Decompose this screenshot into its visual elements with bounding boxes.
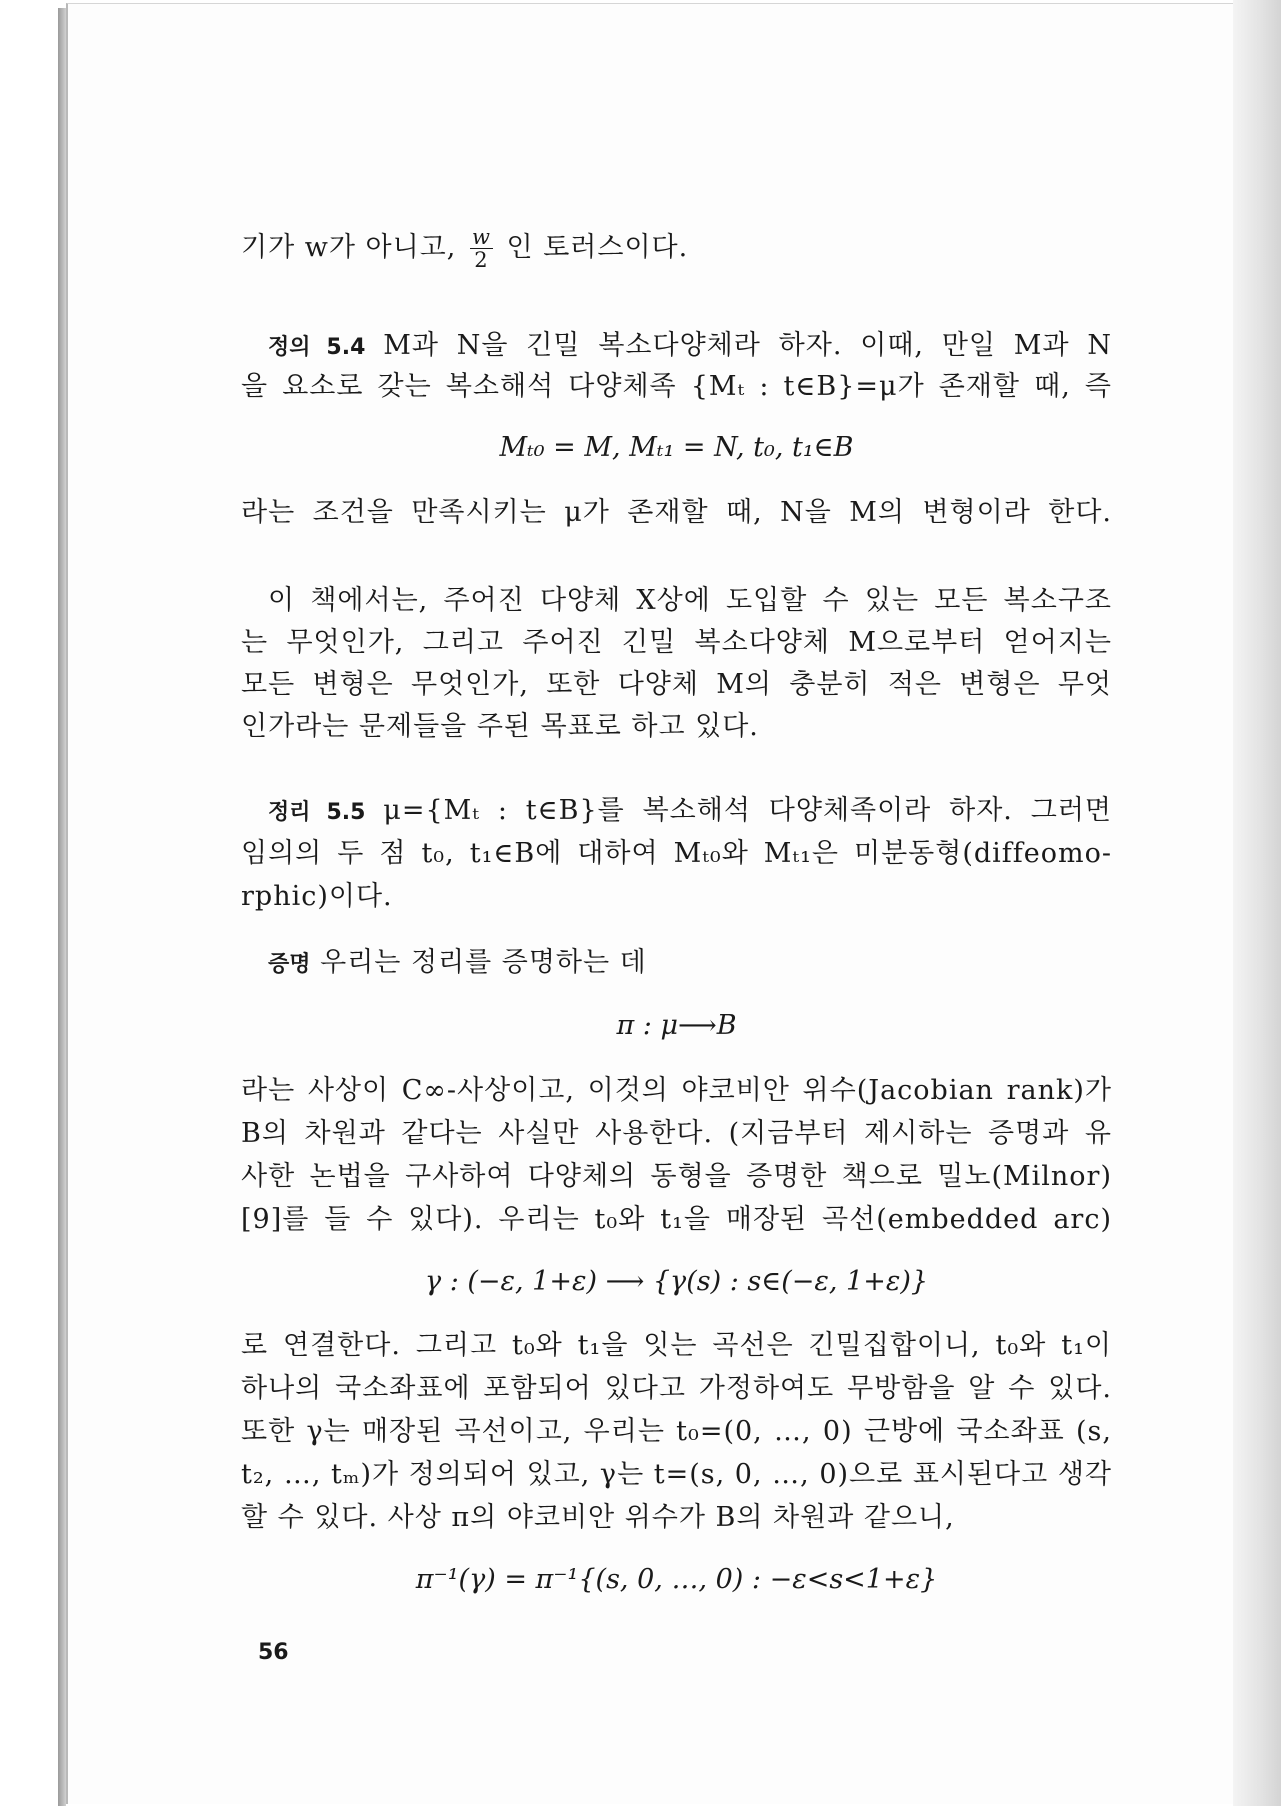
paragraph-line-1: 이 책에서는, 주어진 다양체 X상에 도입할 수 있는 모든 복소구조 — [268, 585, 1112, 616]
proof-line-9: t₂, …, tₘ)가 정의되어 있고, γ는 t=(s, 0, …, 0)으로 표시된다고 생각 — [241, 1459, 1112, 1490]
proof-equation-1: π : μ⟶B — [616, 1010, 737, 1041]
page-binding-shadow — [58, 8, 66, 1806]
proof-line-5: [9]를 들 수 있다). 우리는 t₀와 t₁을 매장된 곡선(embedded arc) — [241, 1204, 1112, 1235]
page-edge-shadow — [1233, 0, 1281, 1806]
text-line-continuation — [241, 226, 1112, 271]
definition-label: 정의 5.4 — [268, 335, 366, 360]
proof-line-10: 할 수 있다. 사상 π의 야코비안 위수가 B의 차원과 같으니, — [241, 1502, 955, 1533]
text-fragment: 기가 w가 아니고, — [241, 232, 457, 263]
paragraph-line-3: 모든 변형은 무엇인가, 또한 다양체 M의 충분히 적은 변형은 무엇 — [241, 669, 1112, 700]
paragraph-line-2: 는 무엇인가, 그리고 주어진 긴밀 복소다양체 M으로부터 얻어지는 — [241, 627, 1112, 658]
proof-line-7: 하나의 국소좌표에 포함되어 있다고 가정하여도 무방함을 알 수 있다. — [241, 1373, 1112, 1404]
page-number: 56 — [258, 1640, 289, 1665]
theorem-line-1 — [268, 791, 1112, 833]
definition-line-3: 라는 조건을 만족시키는 μ가 존재할 때, N을 M의 변형이라 한다. — [241, 497, 1112, 528]
definition-text: M과 N을 긴밀 복소다양체라 하자. 이때, 만일 M과 N — [383, 330, 1112, 361]
theorem-text: μ={Mₜ : t∈B}를 복소해석 다양체족이라 하자. 그러면 — [383, 795, 1112, 826]
definition-line-1 — [268, 326, 1112, 368]
paragraph-line-4: 인가라는 문제들을 주된 목표로 하고 있다. — [241, 711, 759, 742]
theorem-line-3: rphic)이다. — [241, 881, 393, 912]
fraction-w-over-2 — [470, 226, 493, 271]
text-fragment: 인 토러스이다. — [506, 232, 689, 263]
proof-line-8: 또한 γ는 매장된 곡선이고, 우리는 t₀=(0, …, 0) 근방에 국소좌표 (s, — [241, 1416, 1112, 1447]
definition-line-2: 을 요소로 갖는 복소해석 다양체족 {Mₜ : t∈B}=μ가 존재할 때, 즉 — [241, 371, 1112, 402]
proof-line-3: B의 차원과 같다는 사실만 사용한다. (지금부터 제시하는 증명과 유 — [241, 1118, 1112, 1149]
proof-label: 증명 — [268, 952, 311, 977]
theorem-line-2: 임의의 두 점 t₀, t₁∈B에 대하여 Mₜ₀와 Mₜ₁은 미분동형(diffeomo- — [241, 838, 1112, 869]
definition-equation: Mₜ₀ = M, Mₜ₁ = N, t₀, t₁∈B — [499, 432, 854, 463]
proof-text: 우리는 정리를 증명하는 데 — [320, 947, 647, 978]
proof-line-2: 라는 사상이 C∞-사상이고, 이것의 야코비안 위수(Jacobian rank)가 — [241, 1075, 1112, 1106]
fraction-numerator: w — [471, 225, 491, 249]
fraction-denominator: 2 — [474, 248, 489, 272]
proof-equation-2: γ : (−ε, 1+ε) ⟶ {γ(s) : s∈(−ε, 1+ε)} — [424, 1266, 929, 1297]
proof-line-1 — [268, 943, 1112, 985]
theorem-label: 정리 5.5 — [268, 800, 366, 825]
proof-line-6: 로 연결한다. 그리고 t₀와 t₁을 잇는 곡선은 긴밀집합이니, t₀와 t₁이 — [241, 1330, 1112, 1361]
proof-line-4: 사한 논법을 구사하여 다양체의 동형을 증명한 책으로 밀노(Milnor) — [241, 1161, 1112, 1192]
proof-equation-3: π⁻¹(γ) = π⁻¹{(s, 0, …, 0) : −ε<s<1+ε} — [415, 1564, 938, 1595]
